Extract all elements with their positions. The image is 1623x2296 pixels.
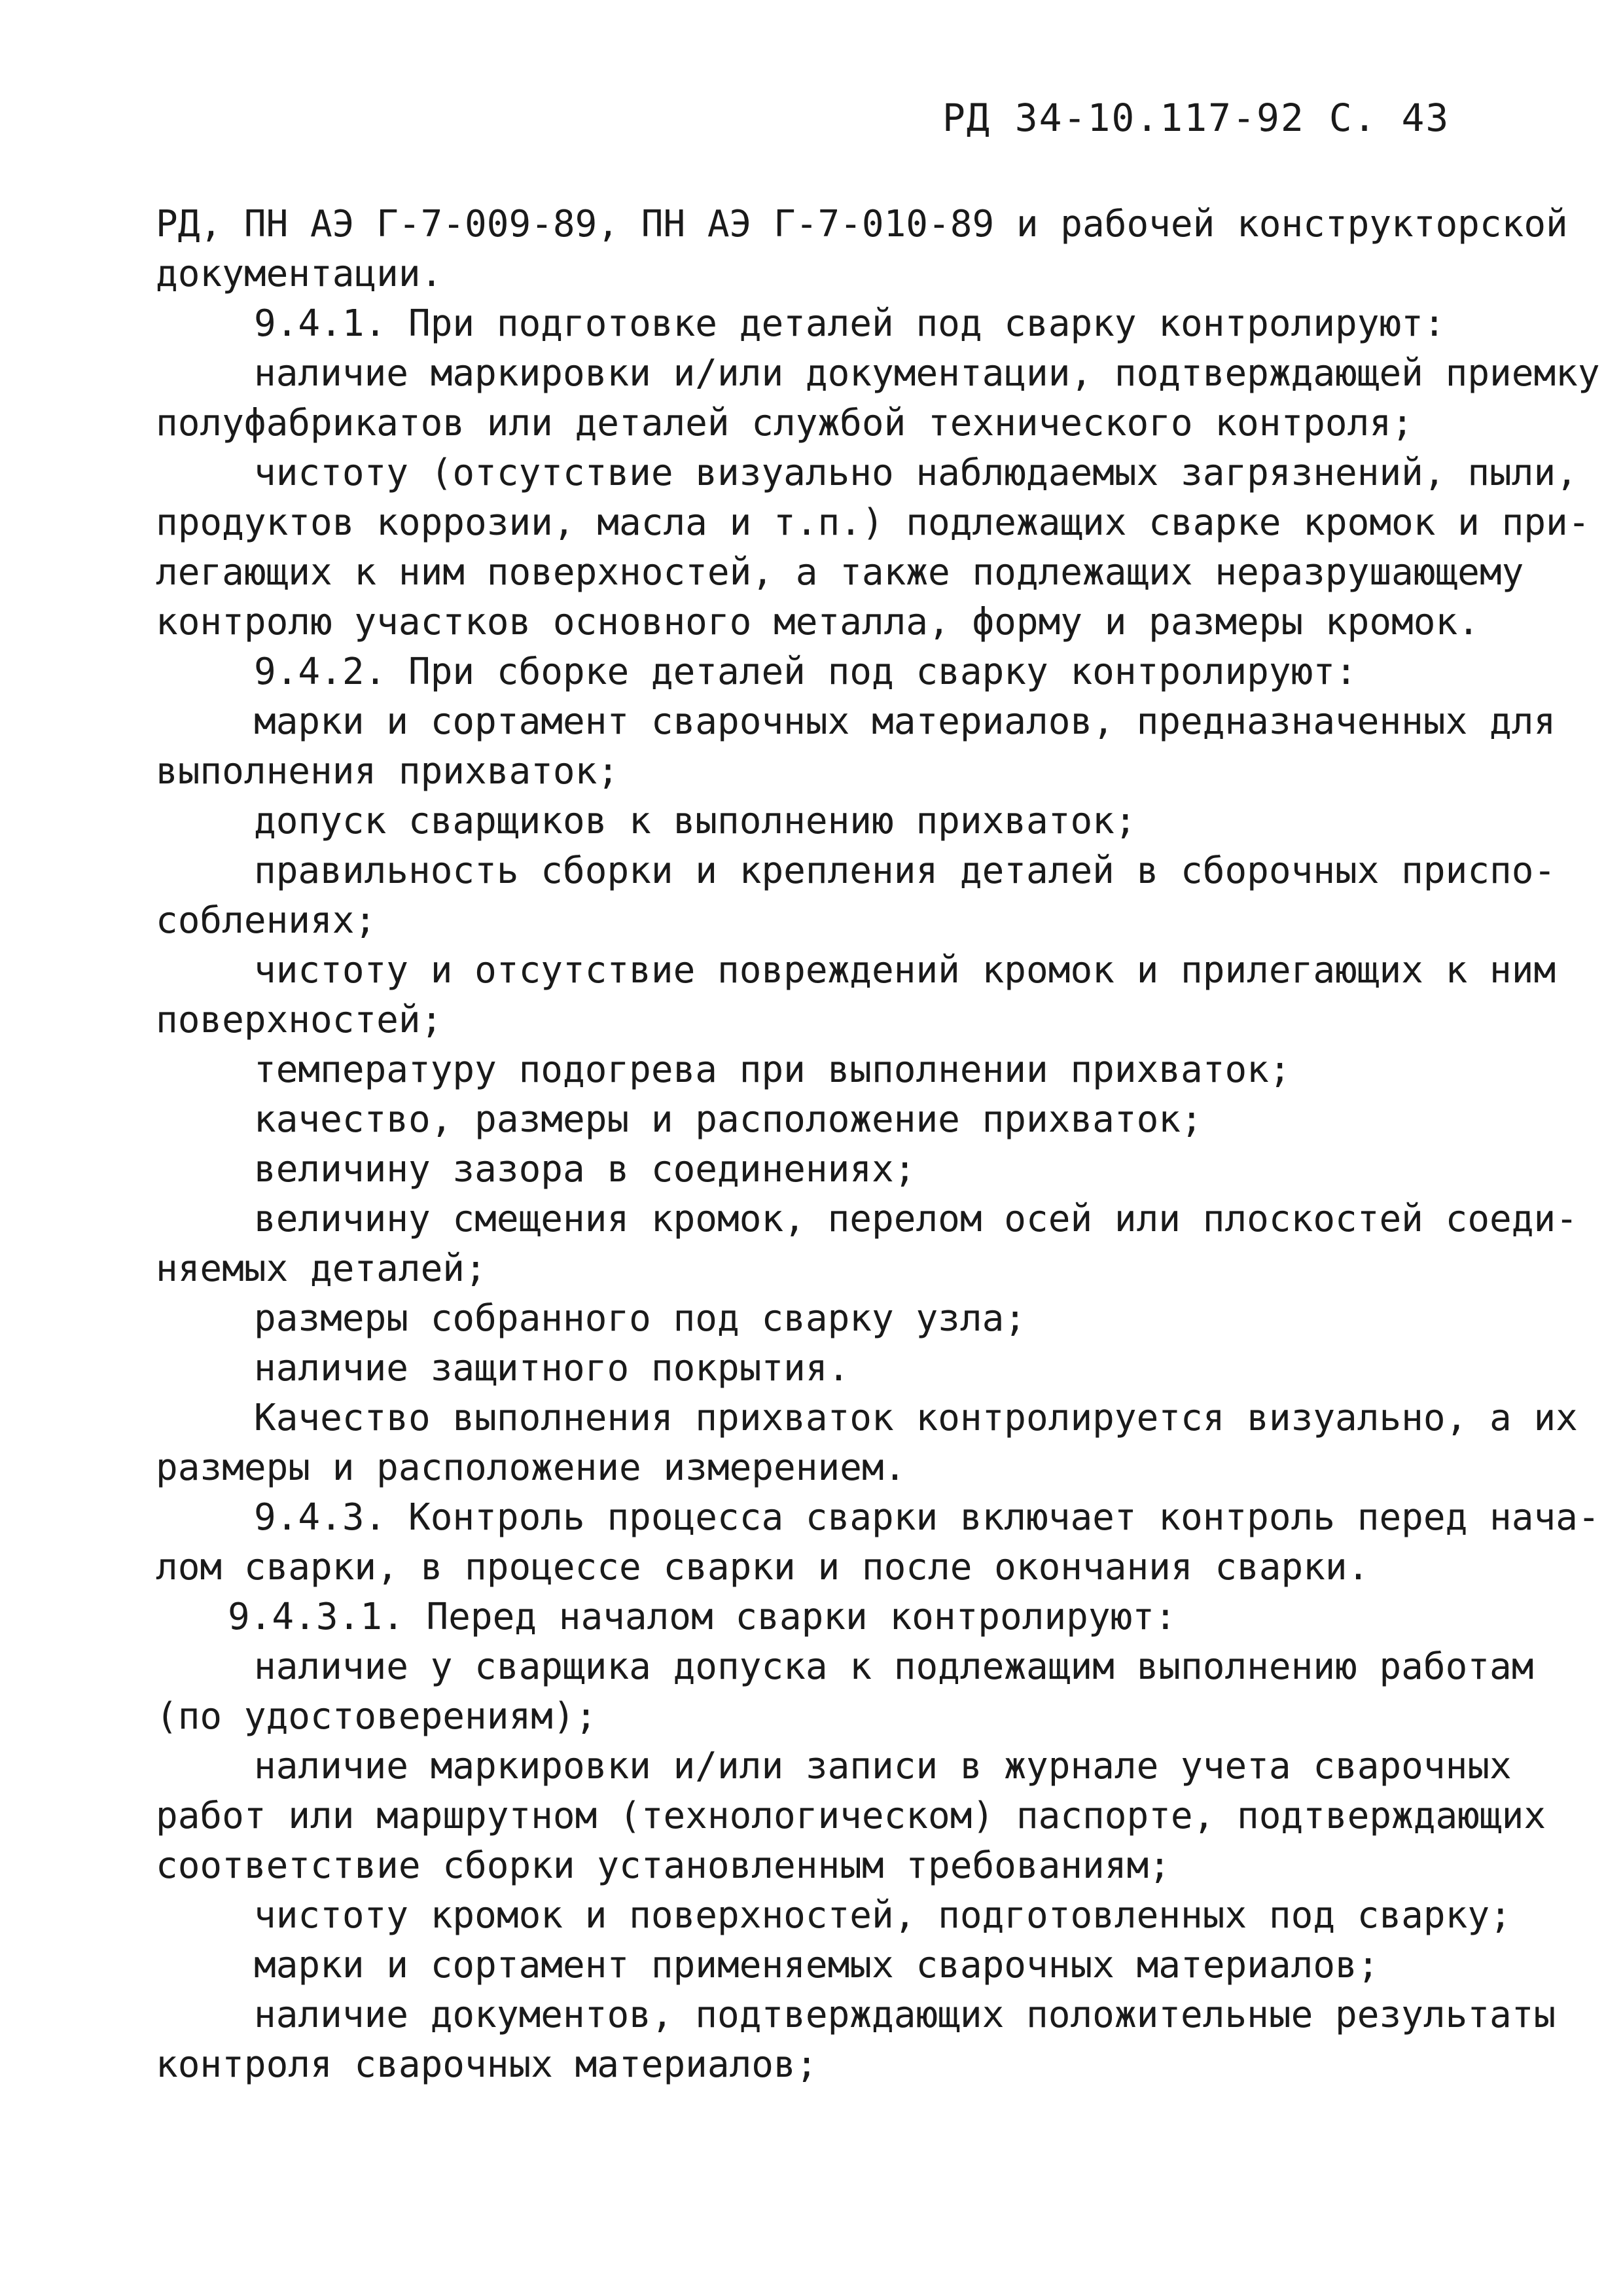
text-line: размеры и расположение измерением. <box>156 1446 906 1489</box>
text-line: температуру подогрева при выполнении прихваток; <box>254 1049 1291 1091</box>
text-line: 9.4.3.1. Перед началом сварки контролируют: <box>228 1596 1177 1638</box>
text-line: (по удостоверениям); <box>156 1695 597 1738</box>
text-line: контролю участков основного металла, форму и размеры кромок. <box>156 601 1480 643</box>
text-line: марки и сортамент сварочных материалов, предназначенных для <box>254 700 1556 743</box>
text-line: чистоту и отсутствие повреждений кромок и прилегающих к ним <box>254 949 1556 992</box>
text-line: лом сварки, в процессе сварки и после окончания сварки. <box>156 1546 1370 1588</box>
text-line: величину зазора в соединениях; <box>254 1148 916 1191</box>
text-line: допуск сварщиков к выполнению прихваток; <box>254 800 1137 842</box>
text-line: соблениях; <box>156 899 377 942</box>
text-line: чистоту кромок и поверхностей, подготовленных под сварку; <box>254 1894 1512 1937</box>
text-line: величину смещения кромок, перелом осей или плоскостей соеди- <box>254 1198 1578 1240</box>
text-line: качество, размеры и расположение прихваток; <box>254 1098 1203 1141</box>
text-line: наличие маркировки и/или документации, подтверждающей приемку <box>254 352 1600 395</box>
body-text <box>156 200 1600 2090</box>
text-line: правильность сборки и крепления деталей в сборочных приспо- <box>254 850 1556 892</box>
text-line: 9.4.3. Контроль процесса сварки включает контроль перед нача- <box>254 1496 1600 1539</box>
text-line: легающих к ним поверхностей, а также подлежащих неразрушающему <box>156 551 1524 594</box>
text-line: работ или маршрутном (технологическом) паспорте, подтверждающих <box>156 1795 1546 1837</box>
text-line: выполнения прихваток; <box>156 750 620 793</box>
text-line: чистоту (отсутствие визуально наблюдаемых загрязнений, пыли, <box>254 452 1578 494</box>
text-line: Качество выполнения прихваток контролируется визуально, а их <box>254 1397 1578 1439</box>
text-line: соответствие сборки установленным требованиям; <box>156 1844 1171 1887</box>
page-header-doc-ref: РД 34-10.117-92 С. 43 <box>942 96 1450 140</box>
text-line: поверхностей; <box>156 999 443 1041</box>
text-line: наличие документов, подтверждающих положительные результаты <box>254 1994 1556 2036</box>
text-line: наличие маркировки и/или записи в журнале учета сварочных <box>254 1745 1512 1787</box>
text-line: продуктов коррозии, масла и т.п.) подлежащих сварке кромок и при- <box>156 501 1590 544</box>
text-line: полуфабрикатов или деталей службой технического контроля; <box>156 402 1414 444</box>
text-line: няемых деталей; <box>156 1247 487 1290</box>
text-line: размеры собранного под сварку узла; <box>254 1297 1027 1340</box>
text-line: марки и сортамент применяемых сварочных материалов; <box>254 1944 1380 1986</box>
text-line: документации. <box>156 253 443 295</box>
text-line: наличие защитного покрытия. <box>254 1347 850 1390</box>
text-line: РД, ПН АЭ Г-7-009-89, ПН АЭ Г-7-010-89 и рабочей конструкторской <box>156 203 1568 245</box>
text-line: контроля сварочных материалов; <box>156 2043 818 2086</box>
text-line: наличие у сварщика допуска к подлежащим выполнению работам <box>254 1645 1534 1688</box>
text-line: 9.4.2. При сборке деталей под сварку контролируют: <box>254 651 1357 693</box>
text-line: 9.4.1. При подготовке деталей под сварку контролируют: <box>254 302 1446 345</box>
